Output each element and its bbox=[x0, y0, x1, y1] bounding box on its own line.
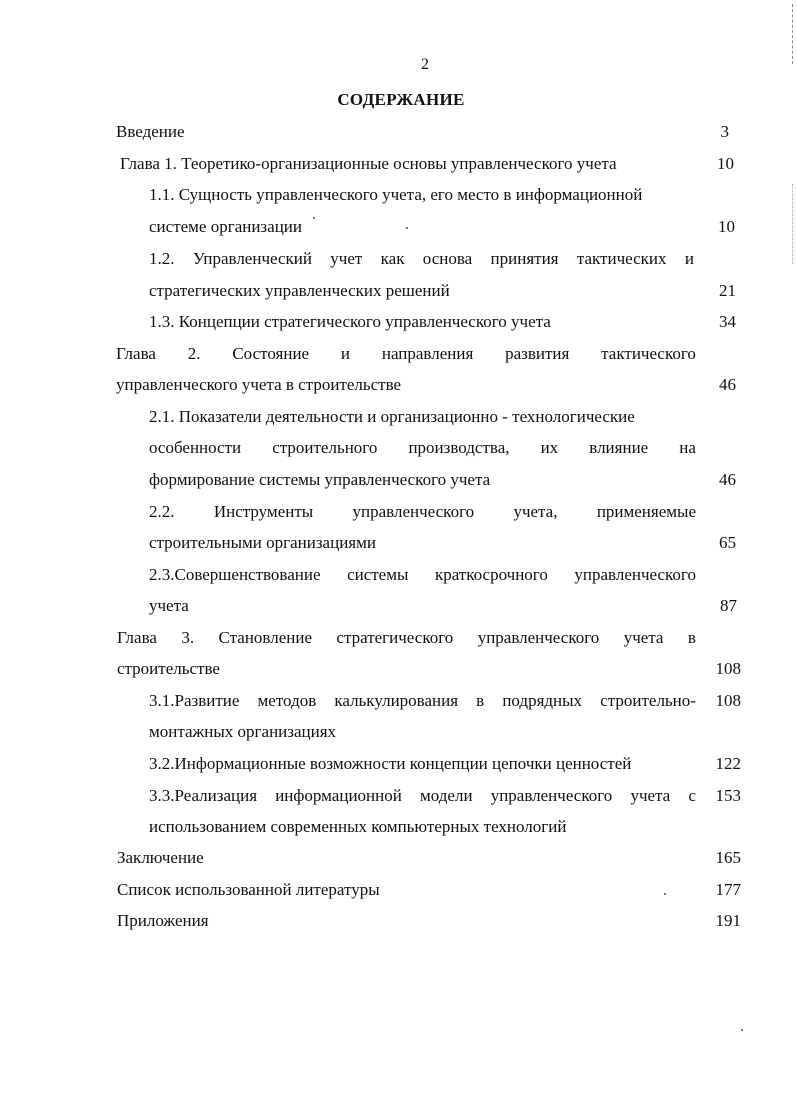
toc-line-fragment: 2.3.Совершенствование bbox=[149, 565, 321, 584]
toc-entry-text: 3.2.Информационные возможности концепции цепочки ценностей bbox=[149, 754, 632, 773]
toc-line-fragment: Управленческий bbox=[192, 249, 312, 268]
toc-line-fragment: 3.3.Реализация bbox=[149, 786, 258, 805]
toc-line-fragment: 3. bbox=[181, 628, 195, 647]
toc-line-fragment: в bbox=[687, 628, 696, 647]
toc-page-number: 10 bbox=[718, 217, 735, 236]
toc-entry-text bbox=[149, 502, 696, 522]
toc-line-fragment: информационной bbox=[275, 786, 402, 805]
toc-line-fragment: основа bbox=[422, 249, 473, 268]
toc-page-number: 177 bbox=[715, 880, 741, 899]
toc-line-fragment: производства, bbox=[408, 438, 510, 457]
toc-page-number: 153 bbox=[715, 786, 741, 805]
toc-line-fragment: их bbox=[540, 438, 559, 457]
toc-line-fragment: 2. bbox=[187, 344, 201, 363]
toc-entry-text bbox=[149, 438, 696, 458]
toc-line-fragment: как bbox=[380, 249, 405, 268]
toc-entry-text: Приложения bbox=[117, 911, 209, 930]
toc-line-fragment: управленческого bbox=[477, 628, 600, 647]
toc-page-number: 191 bbox=[715, 911, 741, 930]
toc-entry-text: формирование системы управленческого учета bbox=[149, 470, 491, 489]
toc-line-fragment: Инструменты bbox=[213, 502, 314, 521]
toc-line-fragment: принятия bbox=[490, 249, 559, 268]
toc-entry-text: Введение bbox=[116, 122, 185, 141]
toc-page-number: 46 bbox=[719, 375, 736, 394]
page-number: 2 bbox=[421, 56, 429, 73]
toc-entry-text: системе организации bbox=[149, 217, 302, 236]
toc-entry-text: 1.3. Концепции стратегического управленческого учета bbox=[149, 312, 551, 331]
toc-line-fragment: учета bbox=[623, 628, 664, 647]
toc-entry-text bbox=[149, 249, 694, 269]
toc-line-fragment: 2.2. bbox=[149, 502, 175, 521]
toc-entry-text: Список использованной литературы bbox=[117, 880, 380, 899]
toc-line-fragment: Состояние bbox=[232, 344, 310, 363]
scan-speck bbox=[664, 893, 666, 895]
toc-line-fragment: с bbox=[688, 786, 696, 805]
toc-line-fragment: управленческого bbox=[490, 786, 613, 805]
toc-page-number: 165 bbox=[715, 848, 741, 867]
toc-line-fragment: строительно- bbox=[600, 691, 696, 710]
toc-line-fragment: применяемые bbox=[596, 502, 696, 521]
toc-line-fragment: влияние bbox=[589, 438, 649, 457]
toc-line-fragment: управленческого bbox=[574, 565, 696, 584]
scan-speck bbox=[406, 227, 408, 229]
toc-page-number: 46 bbox=[719, 470, 736, 489]
toc-line-fragment: Становление bbox=[218, 628, 312, 647]
toc-line-fragment: Глава bbox=[116, 344, 156, 363]
toc-line-fragment: учета bbox=[630, 786, 671, 805]
toc-entry-text bbox=[149, 565, 696, 585]
toc-entry-text: учета bbox=[149, 596, 189, 615]
toc-line-fragment: методов bbox=[257, 691, 317, 710]
toc-line-fragment: тактического bbox=[601, 344, 696, 363]
toc-line-fragment: особенности bbox=[149, 438, 242, 457]
toc-line-fragment: стратегического bbox=[336, 628, 454, 647]
toc-line-fragment: 1.2. bbox=[149, 249, 175, 268]
toc-line-fragment: управленческого bbox=[352, 502, 475, 521]
toc-line-fragment: учет bbox=[330, 249, 363, 268]
toc-entry-text: 1.1. Сущность управленческого учета, его место в информационной bbox=[149, 185, 643, 204]
toc-line-fragment: системы bbox=[347, 565, 409, 584]
scan-speck bbox=[741, 1029, 743, 1031]
toc-line-fragment: калькулирования bbox=[334, 691, 459, 710]
toc-line-fragment: Глава bbox=[117, 628, 157, 647]
toc-page-number: 34 bbox=[719, 312, 736, 331]
toc-line-fragment: направления bbox=[381, 344, 474, 363]
toc-page-number: 10 bbox=[717, 154, 734, 173]
scan-edge-mark bbox=[792, 184, 794, 264]
toc-line-fragment: тактических bbox=[576, 249, 667, 268]
toc-page-number: 108 bbox=[715, 691, 741, 710]
toc-line-fragment: строительного bbox=[272, 438, 378, 457]
page-title: СОДЕРЖАНИЕ bbox=[337, 90, 465, 109]
toc-line-fragment: на bbox=[679, 438, 696, 457]
toc-line-fragment: в bbox=[476, 691, 485, 710]
toc-entry-text: использованием современных компьютерных технологий bbox=[149, 817, 567, 836]
toc-entry-text bbox=[149, 691, 696, 711]
toc-entry-text: монтажных организациях bbox=[149, 722, 337, 741]
toc-line-fragment: учета, bbox=[513, 502, 558, 521]
toc-line-fragment: развития bbox=[505, 344, 570, 363]
scan-speck bbox=[313, 217, 315, 219]
toc-entry-text: строительстве bbox=[117, 659, 220, 678]
toc-entry-text: управленческого учета в строительстве bbox=[116, 375, 402, 394]
toc-page-number: 122 bbox=[715, 754, 741, 773]
toc-entry-text: стратегических управленческих решений bbox=[149, 281, 450, 300]
toc-entry-text bbox=[116, 344, 696, 364]
scan-edge-mark bbox=[792, 4, 794, 64]
toc-line-fragment: подрядных bbox=[502, 691, 583, 710]
toc-entry-text bbox=[149, 786, 696, 806]
toc-page-number: 87 bbox=[720, 596, 737, 615]
toc-page-number: 3 bbox=[720, 122, 729, 141]
toc-line-fragment: модели bbox=[420, 786, 473, 805]
toc-entry-text bbox=[117, 628, 696, 648]
toc-entry-text: строительными организациями bbox=[149, 533, 376, 552]
toc-entry-text: Глава 1. Теоретико-организационные основы управленческого учета bbox=[120, 154, 617, 173]
toc-entry-text: 2.1. Показатели деятельности и организационно - технологические bbox=[149, 407, 635, 426]
toc-page-number: 21 bbox=[719, 281, 736, 300]
toc-page-number: 108 bbox=[715, 659, 741, 678]
toc-line-fragment: и bbox=[684, 249, 694, 268]
toc-line-fragment: краткосрочного bbox=[434, 565, 548, 584]
toc-line-fragment: и bbox=[340, 344, 351, 363]
toc-line-fragment: 3.1.Развитие bbox=[149, 691, 240, 710]
toc-page-number: 65 bbox=[719, 533, 736, 552]
toc-entry-text: Заключение bbox=[117, 848, 204, 867]
